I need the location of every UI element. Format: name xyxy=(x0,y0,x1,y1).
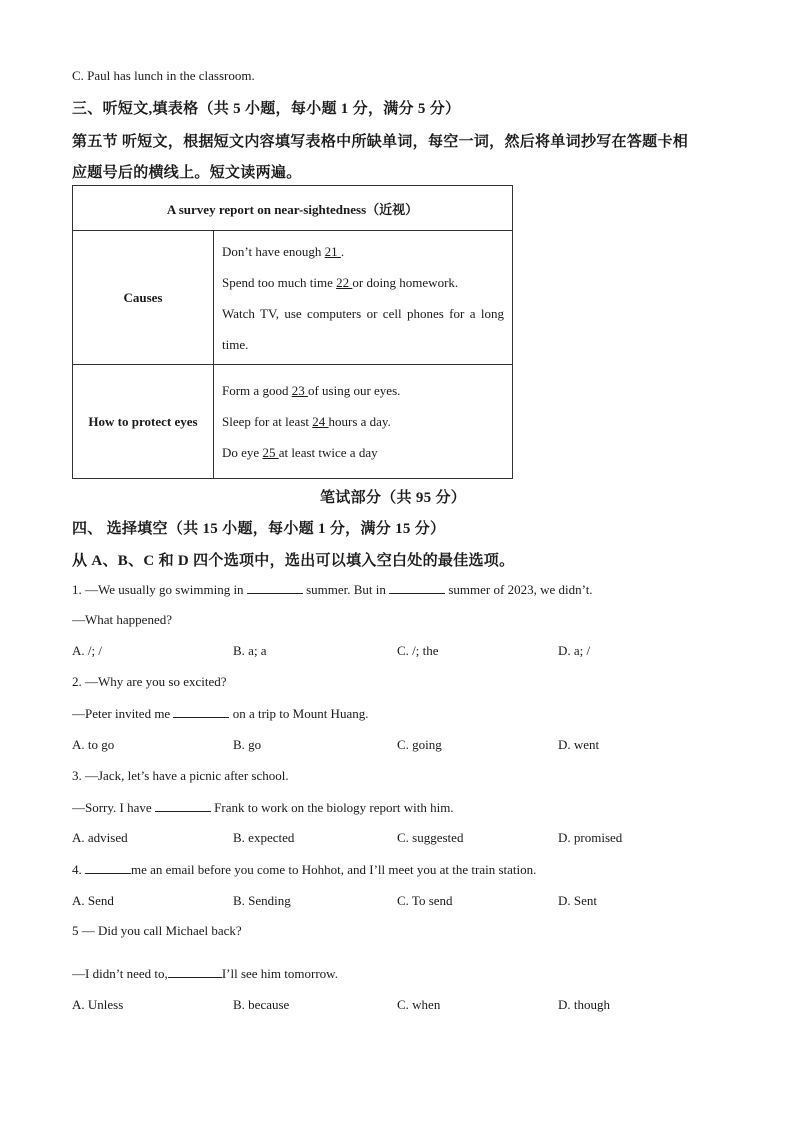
answer-blank xyxy=(389,581,445,594)
survey-table-title: A survey report on near-sightedness（近视） xyxy=(73,186,513,231)
question-3-option-b[interactable]: B. expected xyxy=(233,830,295,845)
blank-21: 21 xyxy=(324,243,341,259)
question-4-option-a[interactable]: A. Send xyxy=(72,893,114,908)
question-4-option-c[interactable]: C. To send xyxy=(397,893,453,908)
question-3-option-a[interactable]: A. advised xyxy=(72,830,128,845)
question-5-option-c[interactable]: C. when xyxy=(397,997,441,1012)
blank-25: 25 xyxy=(262,445,279,460)
answer-blank xyxy=(173,705,229,718)
blank-22: 22 xyxy=(336,274,353,290)
question-5-option-d[interactable]: D. though xyxy=(558,997,610,1012)
question-3-stem: 3. —Jack, let’s have a picnic after school. xyxy=(72,768,289,783)
question-1-option-a[interactable]: A. /; / xyxy=(72,643,102,658)
causes-line-3: Watch TV, use computers or cell phones for a long time. xyxy=(222,305,504,352)
question-1-option-d[interactable]: D. a; / xyxy=(558,643,591,658)
question-1-option-b[interactable]: B. a; a xyxy=(233,643,267,658)
causes-line-1: Don’t have enough 21 . xyxy=(222,243,345,259)
question-4-option-b[interactable]: B. Sending xyxy=(233,893,291,908)
survey-table xyxy=(72,185,513,479)
question-3-option-c[interactable]: C. suggested xyxy=(397,830,464,845)
causes-line-2: Spend too much time 22 or doing homework. xyxy=(222,274,459,290)
question-2-reply: —Peter invited me on a trip to Mount Huang. xyxy=(72,706,369,721)
question-2-option-c[interactable]: C. going xyxy=(397,737,442,752)
question-5-option-b[interactable]: B. because xyxy=(233,997,290,1012)
section-3-instruction-line2: 应题号后的横线上。短文读两遍。 xyxy=(72,165,302,181)
question-5-stem: 5 — Did you call Michael back? xyxy=(72,923,242,938)
question-1-stem: 1. —We usually go swimming in summer. But in summer of 2023, we didn’t. xyxy=(72,582,593,597)
answer-blank xyxy=(85,861,131,874)
protect-eyes-cell xyxy=(214,365,513,479)
question-2-option-d[interactable]: D. went xyxy=(558,737,600,752)
section-4-instruction: 从 A、B、C 和 D 四个选项中，选出可以填入空白处的最佳选项。 xyxy=(72,553,515,569)
answer-blank xyxy=(247,581,303,594)
question-3-reply: —Sorry. I have Frank to work on the biology report with him. xyxy=(72,800,454,815)
question-4-stem: 4. me an email before you come to Hohhot, and I’ll meet you at the train station. xyxy=(72,862,537,877)
protect-line-2: Sleep for at least 24 hours a day. xyxy=(222,414,391,429)
blank-23: 23 xyxy=(291,383,308,398)
blank-24: 24 xyxy=(312,414,329,429)
question-1-option-c[interactable]: C. /; the xyxy=(397,643,439,658)
section-3-instruction-line1: 第五节 听短文，根据短文内容填写表格中所缺单词，每空一词，然后将单词抄写在答题卡相 xyxy=(72,134,689,150)
question-4-option-d[interactable]: D. Sent xyxy=(558,893,597,908)
question-1-reply: —What happened? xyxy=(72,612,172,627)
protect-eyes-label: How to protect eyes xyxy=(73,365,214,479)
section-4-heading: 四、 选择填空（共 15 小题，每小题 1 分，满分 15 分） xyxy=(72,521,446,537)
causes-cell xyxy=(214,231,513,365)
protect-line-1: Form a good 23 of using our eyes. xyxy=(222,383,401,398)
protect-line-3: Do eye 25 at least twice a day xyxy=(222,445,378,460)
question-2-stem: 2. —Why are you so excited? xyxy=(72,674,227,689)
written-part-heading: 笔试部分（共 95 分） xyxy=(320,490,467,506)
question-5-option-a[interactable]: A. Unless xyxy=(72,997,124,1012)
previous-question-option-c: C. Paul has lunch in the classroom. xyxy=(72,68,255,83)
causes-label: Causes xyxy=(73,231,214,365)
question-2-option-b[interactable]: B. go xyxy=(233,737,262,752)
question-5-reply: —I didn’t need to, I’ll see him tomorrow. xyxy=(72,966,338,981)
answer-blank xyxy=(168,965,222,978)
question-2-option-a[interactable]: A. to go xyxy=(72,737,115,752)
answer-blank xyxy=(155,799,211,812)
section-3-heading: 三、听短文,填表格（共 5 小题，每小题 1 分，满分 5 分） xyxy=(72,101,461,117)
question-3-option-d[interactable]: D. promised xyxy=(558,830,623,845)
